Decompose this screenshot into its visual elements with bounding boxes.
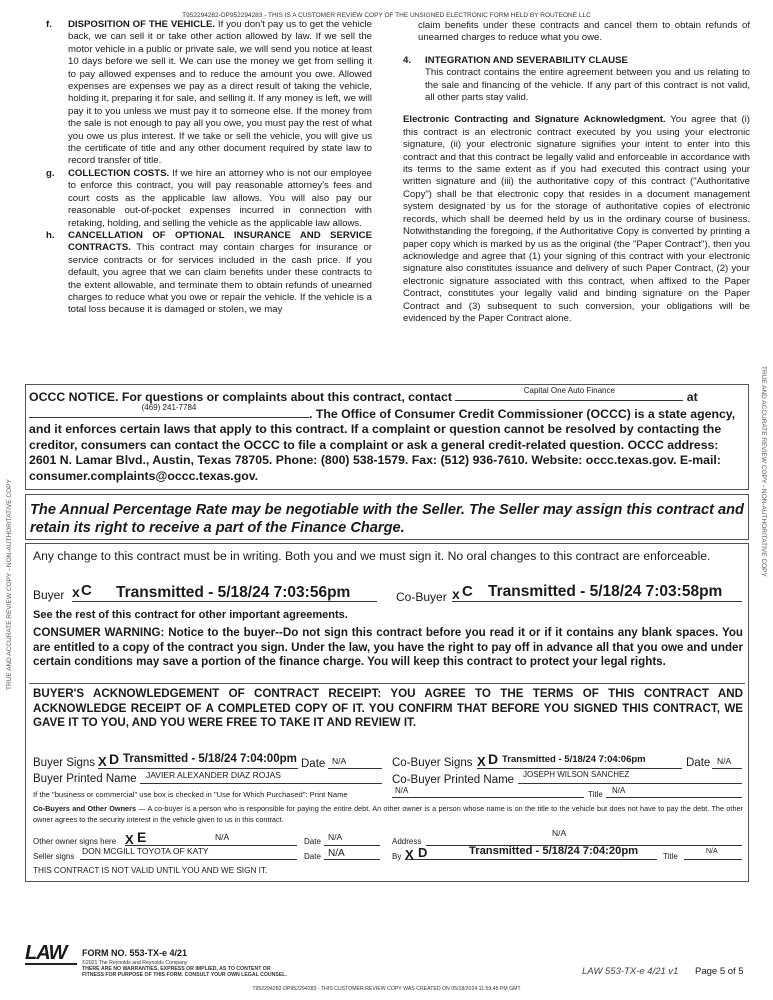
section-h-letter: h. — [46, 229, 55, 241]
section-h — [46, 230, 372, 317]
buyer-initial: C — [81, 582, 92, 599]
cobuyer-signs-stamp: Transmitted - 5/18/24 7:04:06pm — [502, 754, 646, 765]
seller-line — [80, 859, 297, 860]
see-rest-note: See the rest of this contract for other important agreements. — [33, 609, 348, 621]
occc-contact-line — [455, 386, 683, 401]
top-notice: T952294282-DP952294283 - THIS IS A CUSTOMER REVIEW COPY OF THE UNSIGNED ELECTRONIC FORM HELD BY ROUTEONE LLC — [182, 12, 591, 19]
other-owner-initial: E — [137, 829, 147, 845]
buyer-date-value: N/A — [332, 756, 347, 766]
occc-contact-name: Capital One Auto Finance — [523, 386, 615, 395]
seller-title-label: Title — [663, 852, 678, 861]
cobuyer-printed-name: JOSEPH WILSON SANCHEZ — [523, 770, 630, 779]
buyer-mark: x — [72, 584, 80, 600]
cobuyer-signs-line — [477, 768, 682, 769]
seller-title-value: N/A — [706, 848, 718, 855]
business-note: If the "business or commercial" use box is checked in "Use for Which Purchased": Print Name — [33, 790, 348, 799]
occc-at: at — [686, 390, 698, 404]
cobuyer-signature-line — [452, 601, 742, 602]
consumer-warning: CONSUMER WARNING: Notice to the buyer--Do not sign this contract before you read it or if it contains any blank spaces. You are entitled to a copy of the contract you sign. Under the law, you have the right to pay off in advance all that you owe and under certain conditions may save a portion of the finance charge. You will keep this contract to protect your legal rights. — [33, 626, 743, 669]
electronic-ack-title: Electronic Contracting and Signature Acknowledgment. — [403, 114, 666, 126]
buyer-signs-line — [98, 768, 298, 769]
seller-date: N/A — [328, 848, 345, 859]
section-g-title: COLLECTION COSTS. — [68, 167, 170, 179]
other-owner-date-label: Date — [304, 837, 321, 846]
other-owner-date: N/A — [328, 832, 343, 842]
buyer-signs-stamp: Transmitted - 5/18/24 7:04:00pm — [123, 753, 297, 765]
buyer-printed-name: JAVIER ALEXANDER DIAZ ROJAS — [146, 770, 281, 780]
bottom-notice: T952294282-DP952294283 - THIS CUSTOMER REVIEW COPY WAS CREATED ON 05/18/2024 11:59:45 PM GMT — [252, 986, 521, 992]
cobuyer-date-line — [712, 768, 742, 769]
page-number: Page 5 of 5 — [695, 966, 744, 977]
occc-text: . The Office of Consumer Credit Commissioner (OCCC) is a state agency, and it enforces certain laws that apply to this contract. If a complaint or question cannot be resolved by contacting the creditor, consumers can contact the OCCC to file a complaint or ask a general credit-related question. OCCC address: 2601 N. Lamar Blvd., Austin, Texas 78705. Phone: (800) 538-1579. Fax: (512) 936-7610. Website: occc.texas.gov. E-mail: consumer.complaints@occc.texas.gov. — [29, 406, 736, 483]
by-stamp: Transmitted - 5/18/24 7:04:20pm — [469, 845, 639, 857]
cobuyer-printed-label: Co-Buyer Printed Name — [392, 774, 515, 786]
footer-warranty-1: THERE ARE NO WARRANTIES, EXPRESS OR IMPLIED, AS TO CONTENT OR — [82, 966, 271, 972]
left-column — [46, 19, 372, 317]
cobuyers-note-text: — A co-buyer is a person who is responsible for paying the entire debt. An other owner is a person whose name is on the title to the vehicle but does not have to pay the debt. The other owner agrees to the security interest in the vehicle given to us in this contract. — [33, 804, 743, 824]
other-owner-value: N/A — [215, 832, 230, 842]
seller-label: Seller signs — [33, 852, 75, 861]
section-f — [46, 19, 372, 168]
changes-notice: Any change to this contract must be in writing. Both you and we must sign it. No oral changes to this contract are enforceable. — [33, 549, 711, 563]
buyer-printed-label: Buyer Printed Name — [33, 773, 137, 785]
buyer-stamp: Transmitted - 5/18/24 7:03:56pm — [116, 584, 351, 601]
footer-copyright: ©2021 The Reynolds and Reynolds Company — [82, 960, 188, 966]
business-name: N/A — [395, 786, 409, 795]
section-4-title: INTEGRATION AND SEVERABILITY CLAUSE — [425, 54, 628, 66]
cobuyer-initial: C — [462, 583, 473, 600]
buyer-printed-line — [140, 783, 382, 784]
buyer-signs-label: Buyer Signs — [33, 757, 96, 769]
acknowledgement: BUYER'S ACKNOWLEDGEMENT OF CONTRACT RECEIPT: YOU AGREE TO THE TERMS OF THIS CONTRACT AND ACKNOWLEDGE RECEIPT OF A COMPLETED COPY OF IT. YOU CONFIRM THAT BEFORE YOU SIGNED THIS CONTRACT, WE GAVE IT TO YOU, AND YOU WERE FREE TO TAKE IT AND REVIEW IT. — [33, 687, 743, 730]
section-h-title: CANCELLATION OF OPTIONAL INSURANCE AND SERVICE CONTRACTS. — [68, 229, 372, 254]
section-h-text: This contract may contain charges for insurance or service contracts or for services included in the cash price. If you default, you agree that we can claim benefits under these contracts to the extent allowable, and terminate them to obtain refunds of unearned charges to reduce what you owe or repair the vehicle. If the vehicle is a total loss because it is damaged or stolen, we may — [68, 242, 372, 316]
business-title-line — [606, 797, 742, 798]
buyer-signature-line — [72, 601, 377, 602]
by-initial: D — [418, 845, 428, 860]
cobuyer-date-value: N/A — [717, 756, 732, 766]
law-logo: LAW — [25, 942, 67, 964]
other-owner-date-line — [324, 845, 380, 846]
buyer-date-label: Date — [301, 758, 326, 770]
by-label: By — [392, 852, 402, 861]
buyer-signs-initial: D — [109, 751, 120, 767]
section-4-text: This contract contains the entire agreement between you and us relating to the sale and financing of the vehicle. If any part of this contract is not valid, all other parts stay valid. — [425, 67, 750, 104]
not-valid-note: THIS CONTRACT IS NOT VALID UNTIL YOU AND WE SIGN IT. — [33, 866, 268, 875]
footer-warranty-2: FITNESS FOR PURPOSE OF THIS FORM. CONSULT YOUR OWN LEGAL COUNSEL. — [82, 972, 287, 978]
address-value: N/A — [552, 828, 567, 838]
electronic-ack — [403, 114, 750, 325]
occc-phone-line — [29, 402, 309, 418]
section-g-letter: g. — [46, 167, 55, 179]
occc-phone: (469) 241-7784 — [141, 402, 197, 412]
electronic-ack-text: You agree that (i) this contract is an electronic contract executed by you using your electronic signature, (ii) your electronic signature signifies your intent to enter into this contract and that this contract be legally valid and enforceable in accordance with its terms to the same extent as if you had executed this contract using your written signature and (iii) the authoritative copy of this contract ("Authoritative Copy") shall be that electronic copy that resides in a document management system designated by us for the storage of authoritative copies of electronic records, which shall be deemed held by us in the ordinary course of business. Notwithstanding the foregoing, if the Authoritative Copy is converted by printing a paper copy which is marked by us as the original (the "Paper Contract"), then you acknowledge and agree that (1) your signing of this contract with your electronic signature also constitutes issuance and delivery of such Paper Contract, (2) your electronic signature associated with this contract, when affixed to the Paper Contract, constitutes your legally valid and binding signature on the Paper Contract and (3) subsequent to such conversion, your obligations will be evidenced by the Paper Contract alone. — [403, 114, 750, 324]
section-4-number: 4. — [403, 54, 412, 66]
logo-underline — [25, 963, 77, 965]
other-owner-mark: X — [125, 832, 134, 847]
other-owner-label: Other owner signs here — [33, 837, 117, 846]
business-name-line — [392, 797, 584, 798]
section-4 — [403, 55, 750, 105]
buyer-date-line — [328, 768, 382, 769]
side-text-left: TRUE AND ACCURATE REVIEW COPY - NON-AUTHORITATIVE COPY — [6, 479, 13, 690]
section-f-letter: f. — [46, 19, 52, 30]
cobuyer-signs-initial: D — [488, 751, 499, 767]
side-text-right: TRUE AND ACCURATE REVIEW COPY - NON-AUTHORITATIVE COPY — [760, 366, 767, 577]
section-g-text: If we hire an attorney who is not our employee to enforce this contract, you will pay reasonable attorney's fees and court costs as the applicable law allows. You will also pay our reasonable out-of-pocket expenses incurred in connection with retaking, holding, and selling the vehicle as the applicable law allows. — [68, 167, 373, 229]
business-title-label: Title — [588, 790, 603, 799]
by-mark: X — [405, 847, 414, 862]
section-f-title: DISPOSITION OF THE VEHICLE. — [68, 19, 216, 30]
section-g — [46, 168, 372, 230]
seller-date-label: Date — [304, 852, 321, 861]
cobuyer-label: Co-Buyer — [396, 590, 447, 604]
section-f-text: If you don't pay us to get the vehicle back, we can sell it or take other action allowed by law. If we sell the motor vehicle in a public or private sale, we will send you notice at least 10 days before we sell it. We can use the money we get from selling it to pay allowed expenses and to reduce the amount you owe. Allowed expenses are expenses we pay as a direct result of taking the vehicle, holding it, preparing it for sale, and selling it. If any money is left, we will pay it to you unless we must pay it to someone else. If the money from the sale is not enough to pay all you owe, you must pay the rest of what you owe us plus interest. If we take or sell the vehicle, you will give us the certificate of title and any other document required by state law to record transfer of title. — [68, 19, 372, 167]
cobuyer-date-label: Date — [686, 757, 711, 769]
cobuyers-note-title: Co-Buyers and Other Owners — [33, 804, 137, 813]
address-label: Address — [392, 837, 422, 846]
seller-value: DON MCGILL TOYOTA OF KATY — [82, 846, 209, 856]
form-code: LAW 553-TX-e 4/21 v1 — [582, 966, 679, 977]
apr-notice: The Annual Percentage Rate may be negotiable with the Seller. The Seller may assign this contract and retain its right to receive a part of the Finance Charge. — [30, 502, 744, 536]
seller-title-line — [684, 859, 742, 860]
occc-lead: OCCC NOTICE. For questions or complaints about this contract, contact — [29, 390, 452, 404]
continuation-text: claim benefits under these contracts and cancel them to obtain refunds of unearned charges to reduce what you owe. — [418, 20, 750, 44]
cobuyer-mark: x — [452, 586, 460, 602]
occc-notice — [29, 386, 744, 485]
cobuyer-signs-mark: X — [477, 754, 486, 769]
cobuyer-signs-label: Co-Buyer Signs — [392, 757, 473, 769]
seller-date-line — [324, 859, 380, 860]
cobuyer-printed-line — [518, 783, 742, 784]
by-line — [405, 859, 657, 860]
form-number: FORM NO. 553-TX-e 4/21 — [82, 948, 188, 958]
right-column — [403, 20, 750, 325]
buyer-label: Buyer — [33, 588, 65, 602]
divider — [29, 683, 745, 684]
buyer-signs-mark: X — [98, 754, 107, 769]
business-title-value: N/A — [612, 786, 626, 795]
cobuyers-note — [33, 803, 743, 825]
cobuyer-stamp: Transmitted - 5/18/24 7:03:58pm — [488, 583, 723, 600]
